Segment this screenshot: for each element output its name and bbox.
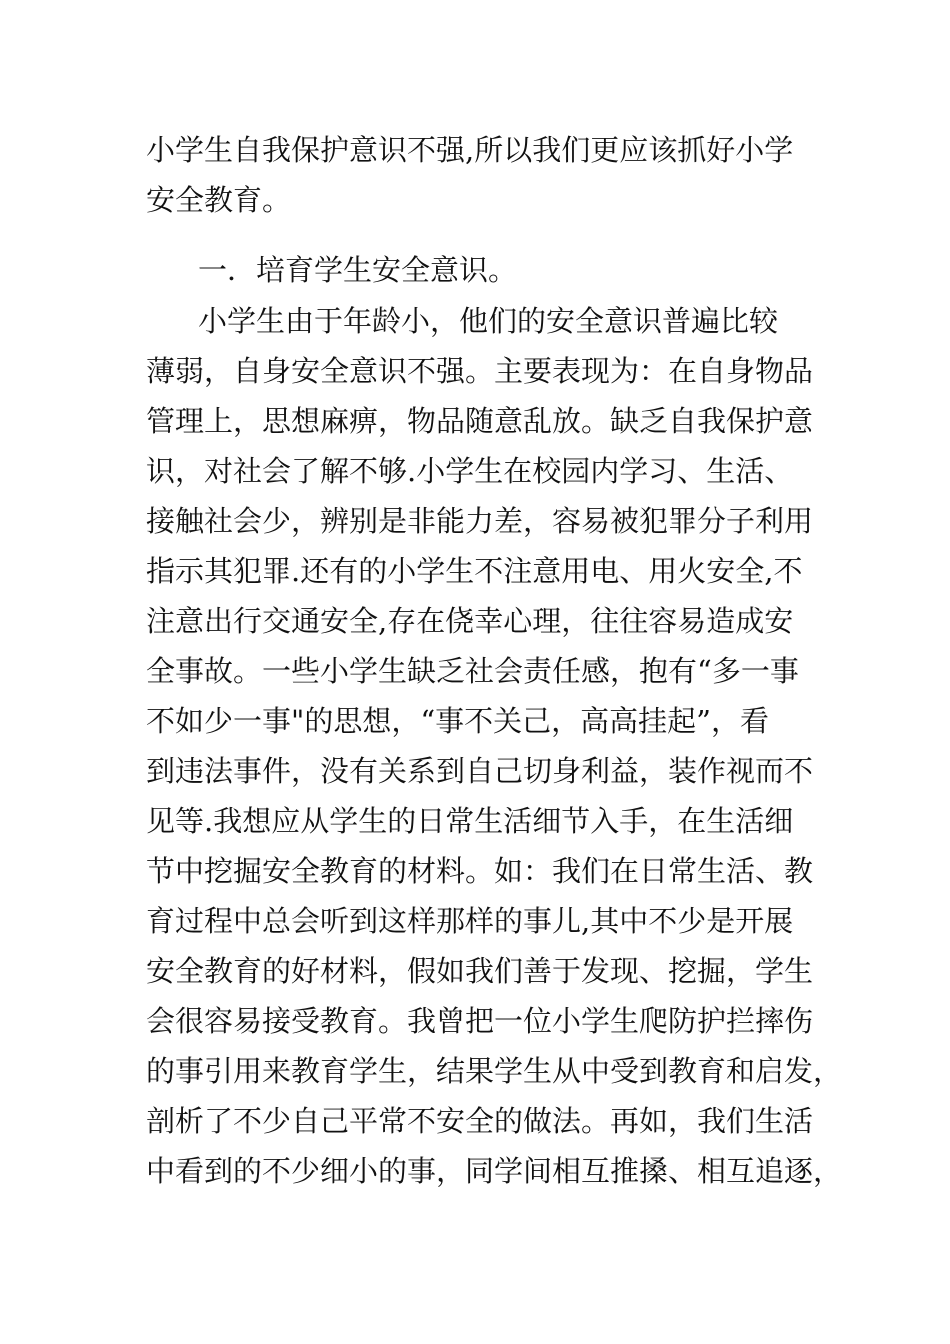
text-line: 注意出行交通安全,存在侥幸心理，往往容易造成安 bbox=[146, 604, 794, 638]
text-line: 安全教育的好材料，假如我们善于发现、挖掘，学生 bbox=[146, 954, 814, 988]
text-line: 接触社会少，辨别是非能力差，容易被犯罪分子利用 bbox=[146, 504, 814, 538]
text-line: 识，对社会了解不够.小学生在校园内学习、生活、 bbox=[146, 454, 794, 488]
paragraph-first-line: 小学生由于年龄小，他们的安全意识普遍比较 bbox=[198, 304, 779, 338]
text-line: 中看到的不少细小的事，同学间相互推搡、相互追逐， bbox=[146, 1154, 843, 1188]
text-line: 不如少一事"的思想，“事不关己，高高挂起”，看 bbox=[146, 704, 769, 738]
text-line: 育过程中总会听到这样那样的事儿,其中不少是开展 bbox=[146, 904, 794, 938]
text-line: 全事故。一些小学生缺乏社会责任感，抱有“多一事 bbox=[146, 654, 799, 688]
text-line: 剖析了不少自己平常不安全的做法。再如，我们生活 bbox=[146, 1104, 814, 1138]
text-line: 的事引用来教育学生，结果学生从中受到教育和启发， bbox=[146, 1054, 843, 1088]
text-line: 节中挖掘安全教育的材料。如：我们在日常生活、教 bbox=[146, 854, 814, 888]
section-heading: 一．培育学生安全意识。 bbox=[198, 253, 518, 287]
text-line: 指示其犯罪.还有的小学生不注意用电、用火安全,不 bbox=[146, 554, 803, 588]
text-line: 小学生自我保护意识不强,所以我们更应该抓好小学 bbox=[146, 133, 794, 167]
text-line: 见等.我想应从学生的日常生活细节入手，在生活细 bbox=[146, 804, 794, 838]
text-line: 管理上，思想麻痹，物品随意乱放。缺乏自我保护意 bbox=[146, 404, 814, 438]
text-line: 薄弱，自身安全意识不强。主要表现为：在自身物品 bbox=[146, 354, 814, 388]
text-line: 会很容易接受教育。我曾把一位小学生爬防护拦摔伤 bbox=[146, 1004, 814, 1038]
text-line: 安全教育。 bbox=[146, 183, 292, 217]
text-line: 到违法事件，没有关系到自己切身利益，装作视而不 bbox=[146, 754, 814, 788]
